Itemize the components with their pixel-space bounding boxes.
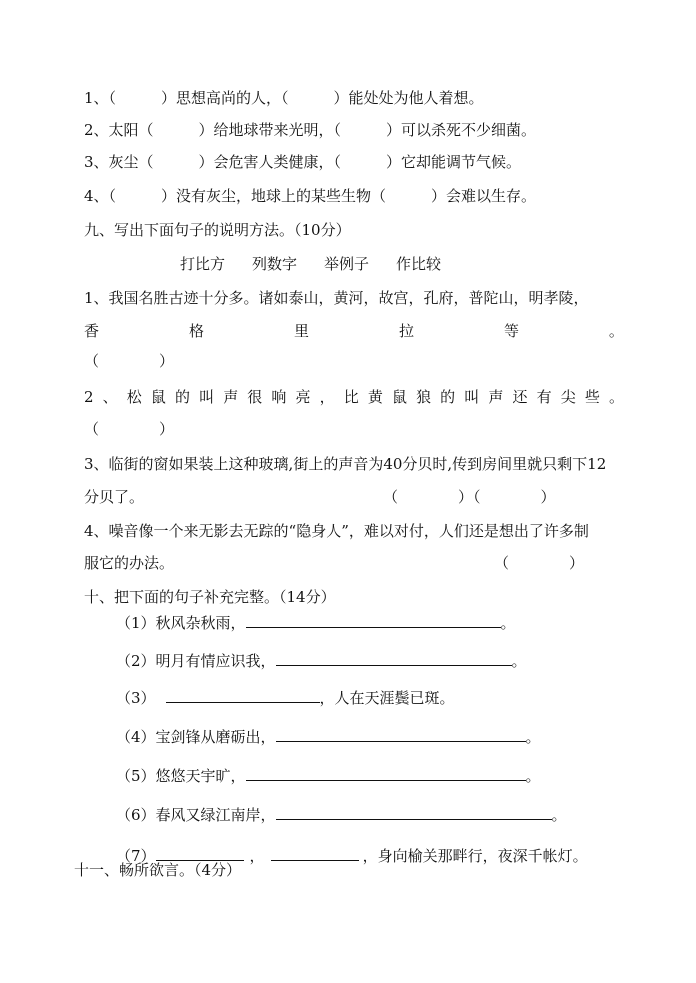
fill-item-prefix: （4）宝剑锋从磨砺出， (116, 728, 276, 746)
question-9-4-line-a: 4、噪音像一个来无影去无踪的“隐身人”，难以对付，人们还是想出了许多制 (84, 522, 589, 540)
conjunction-question-4: 4、（ ）没有灰尘，地球上的某些生物（ ）会难以生存。 (84, 187, 537, 205)
fill-item-prefix: （2）明月有情应识我， (116, 652, 276, 670)
fill-item-suffix: 。 (525, 728, 541, 746)
q1-char: 等 (503, 322, 519, 340)
fill-item-4 (116, 726, 541, 747)
question-9-1-line-b (84, 321, 624, 341)
answer-blank[interactable] (276, 804, 552, 820)
q1-char: 。 (608, 322, 624, 340)
q2-char: 比 (343, 388, 359, 406)
fill-item-1 (116, 612, 516, 633)
q2-char: 叫 (464, 388, 480, 406)
fill-item-5 (116, 765, 541, 786)
answer-paren-9-1[interactable]: （ ） (84, 352, 175, 370)
q2-char: ， (319, 388, 335, 406)
method-option-4: 作比较 (396, 255, 442, 273)
fill-item-suffix: ，人在天涯鬓已斑。 (319, 689, 455, 707)
q1-char: 格 (188, 322, 204, 340)
q2-char: 鼠 (391, 388, 407, 406)
q2-char: 狼 (416, 388, 432, 406)
answer-paren-9-4[interactable]: （ ） (494, 554, 585, 572)
method-option-1: 打比方 (180, 255, 226, 273)
question-9-4-line-b: 服它的办法。 (84, 554, 175, 572)
question-9-1-line-a: 1、我国名胜古迹十分多。诸如泰山，黄河，故宫，孔府，普陀山，明孝陵， (84, 289, 589, 307)
fill-item-suffix: 。 (500, 614, 516, 632)
fill-item-suffix: 。 (551, 806, 567, 824)
q2-char: 响 (271, 388, 287, 406)
q1-char: 拉 (398, 322, 414, 340)
fill-item-prefix: （7） (116, 847, 156, 865)
question-9-2-line (84, 387, 624, 407)
q2-char: 2 (84, 388, 94, 406)
method-option-2: 列数字 (252, 255, 298, 273)
q2-char: 鼠 (150, 388, 166, 406)
q2-char: 些 (584, 388, 600, 406)
fill-item-2 (116, 650, 527, 671)
question-9-3-line-b: 分贝了。 (84, 488, 145, 506)
answer-blank[interactable] (276, 726, 526, 742)
answer-paren-9-3[interactable]: （ ）（ ） (383, 488, 556, 506)
section-9-title: 九、写出下面句子的说明方法。（10分） (84, 221, 351, 239)
q2-char: 有 (536, 388, 552, 406)
section-11-title: 十一、畅所欲言。（4分） (74, 861, 242, 879)
q1-char: 里 (293, 322, 309, 340)
q2-char: 叫 (199, 388, 215, 406)
fill-item-suffix: ，身向榆关那畔行，夜深千帐灯。 (362, 847, 588, 865)
method-option-3: 举例子 (324, 255, 370, 273)
q2-char: 的 (440, 388, 456, 406)
fill-item-mid: ， (249, 847, 265, 865)
fill-item-prefix: （1）秋风杂秋雨， (116, 614, 246, 632)
conjunction-question-3: 3、灰尘（ ）会危害人类健康，（ ）它却能调节气候。 (84, 153, 522, 171)
answer-blank[interactable] (271, 845, 359, 861)
q2-char: 黄 (367, 388, 383, 406)
question-9-3-line-a: 3、临街的窗如果装上这种玻璃,街上的声音为40分贝时,传到房间里就只剩下12 (84, 455, 607, 473)
q2-char: 声 (223, 388, 239, 406)
conjunction-question-2: 2、太阳（ ）给地球带来光明，（ ）可以杀死不少细菌。 (84, 121, 537, 139)
conjunction-question-1: 1、（ ）思想高尚的人，（ ）能处处为他人着想。 (84, 89, 484, 107)
fill-item-suffix: 。 (511, 652, 527, 670)
fill-item-6 (116, 804, 567, 825)
q2-char: 还 (512, 388, 528, 406)
q2-char: 松 (126, 388, 142, 406)
answer-blank[interactable] (246, 612, 501, 628)
q2-char: 、 (102, 388, 118, 406)
answer-blank[interactable] (276, 650, 512, 666)
q1-char: 香 (84, 322, 100, 340)
fill-item-prefix: （3） (116, 689, 156, 707)
fill-item-prefix: （6）春风又绿江南岸， (116, 806, 276, 824)
answer-blank[interactable] (166, 687, 320, 703)
answer-paren-9-2[interactable]: （ ） (84, 420, 175, 438)
fill-item-suffix: 。 (525, 767, 541, 785)
answer-blank[interactable] (156, 845, 244, 861)
fill-item-3 (116, 687, 455, 708)
fill-item-prefix: （5）悠悠天宇旷， (116, 767, 246, 785)
section-10-title: 十、把下面的句子补充完整。（14分） (84, 588, 336, 606)
q2-char: 的 (174, 388, 190, 406)
q2-char: 声 (488, 388, 504, 406)
q2-char: 尖 (560, 388, 576, 406)
q2-char: 。 (608, 388, 624, 406)
q2-char: 很 (247, 388, 263, 406)
q2-char: 亮 (295, 388, 311, 406)
answer-blank[interactable] (246, 765, 526, 781)
